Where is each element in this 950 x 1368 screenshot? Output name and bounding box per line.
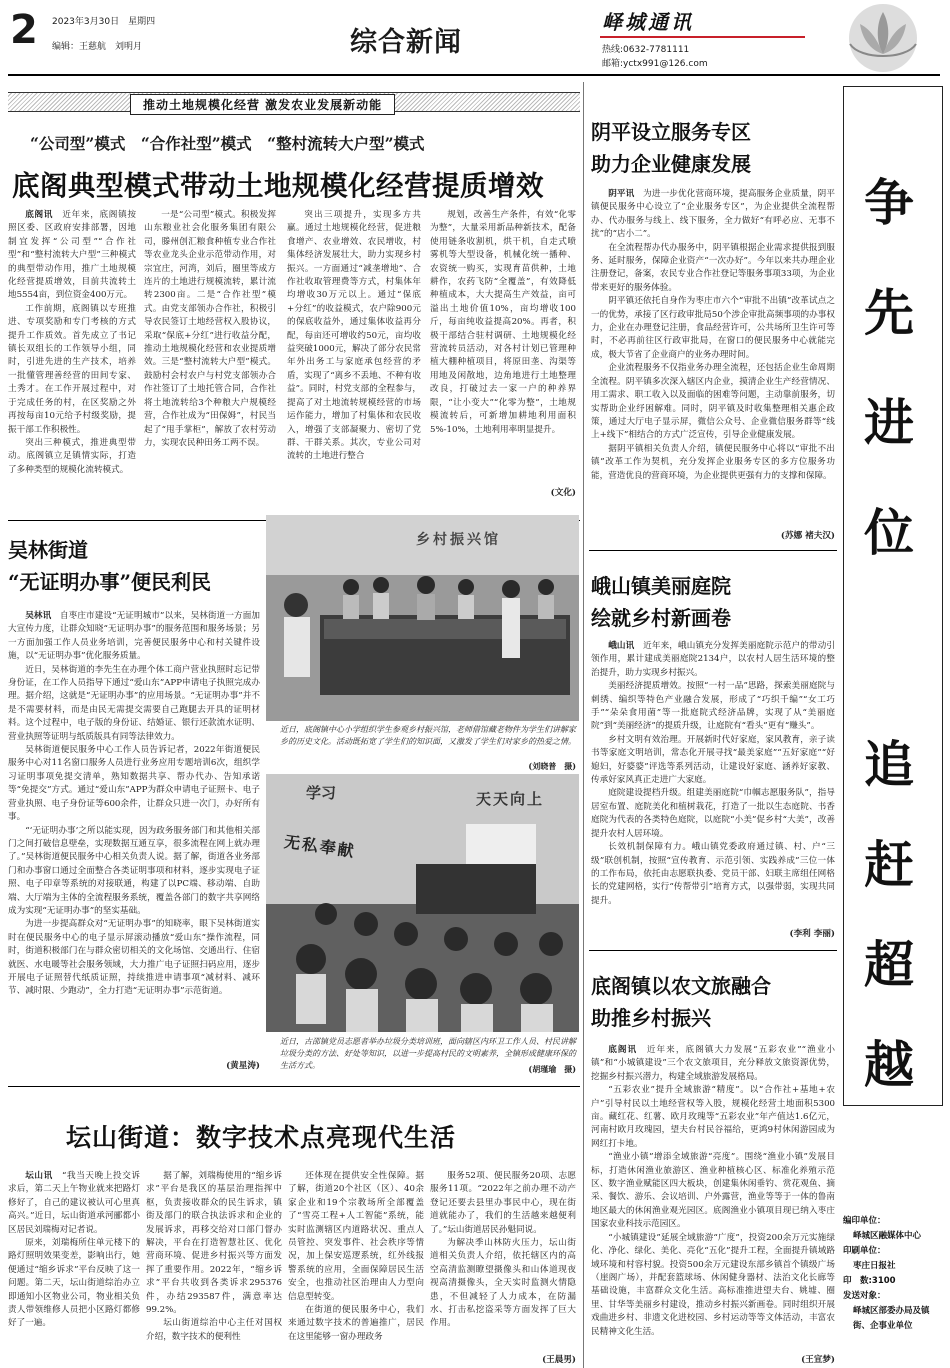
colophon (843, 1214, 943, 1334)
eshan-byline: (李利 李丽) (789, 929, 835, 939)
tanshan-byline: (王晨男) (542, 1355, 576, 1365)
slogan-box (843, 86, 943, 1106)
paragraph: 据阴平镇相关负责人介绍，镇便民服务中心将以“审批不出镇”改革工作为契机，充分发挥企业服务专区的多方位服务功能，营造优良的营商环境，为企业提供更强有力的支撑和保障。 (591, 443, 835, 481)
eshan-body (591, 640, 835, 932)
paragraph: 还体现在提供安全性保障。据了解，街道20个社区（区）、40余家企业和19个宗教场所全部覆盖了“雪亮工程+人工智能”系统，能实时监测辖区内道路状况、重点人员管控、突发事件、社会秩序等情况，加上保安巡逻系统，红外线报警系统的应用，全面保障居民生活安全，也推动社区治理由人力型向信息型转变。 (288, 1171, 424, 1302)
eshan-bottom-rule (589, 950, 837, 951)
paragraph: 底阁讯 近年来，底阁镇按照区委、区政府安排部署，因地制宜发挥“公司型”“合作社型”和“整村流转大户型”三种模式的典型带动作用，推广土地规模化经营提质增效，目前共流转土地5554亩，到位资金400万元。 (8, 210, 136, 301)
slogan-char: 进 (864, 394, 914, 452)
photo-museum (266, 515, 579, 721)
paragraph: 阴平镇还依托自身作为枣庄市六个“审批不出镇”改革试点之一的优势，承接了区行政审批局50个涉企审批高频事项的办事权力，企业在办理登记注册，食品经营许可，公共场所卫生许可等时，不必再前往区行政审批局，在窗口的便民服务中心就能完成，极大节省了企业商户的业务办理时间。 (591, 296, 835, 360)
issue-date: 2023年3月30日 星期四 (52, 17, 156, 27)
yinping-title-2: 助力企业健康发展 (591, 152, 751, 176)
yinping-byline: (苏娜 褚夫汉) (780, 531, 835, 541)
tanshan-col-1 (8, 1170, 140, 1368)
paragraph: 原来，刘瑞梅所住单元楼下的路灯照明效果变差，影响出行，她便通过“缩乡诉求”平台反映了这一问题。第二天，坛山街道综治办立即通知小区物业公司，物业相关负责人带领维修人员把小区路灯都修好了一遍。 (8, 1238, 140, 1329)
photo1-credit: (刘晓普 摄) (528, 761, 576, 771)
paragraph: 美丽经济提质增效。按照“一村一品”思路，探索美丽庭院与刺绣、编织等特色产业融合发展，形成了“巧织千编”“女工巧手”“朵朵食用菌”等一批庭院式经济品牌，实现了从“美丽庭院”到“美丽经济”的提质升级，让庭院有“看头”更有“赚头”。 (591, 681, 835, 732)
tanshan-headline: 坛山街道：数字技术点亮现代生活 (66, 1123, 457, 1152)
wulin-title-1: 吴林街道 (8, 538, 88, 562)
paper-name: 峄城通讯 (602, 10, 694, 34)
slogan-char: 赶 (864, 836, 914, 894)
eshan-title-1: 峨山镇美丽庭院 (591, 574, 731, 598)
wulin-byline: (黄星涛) (226, 1061, 260, 1071)
lead-col-4 (430, 209, 576, 495)
colophon-printer-label: 印刷单位： (843, 1246, 886, 1256)
slogan-char: 先 (864, 284, 914, 342)
dige-byline: (王宣梦) (801, 1355, 835, 1365)
colophon-editor-value: 峄城区融媒体中心 (853, 1231, 922, 1241)
lead-col-3 (287, 209, 421, 519)
photo2-caption: 近日，古邵镇党员志愿者举办垃圾分类培训班，面向辖区内环卫工作人员、村民讲解垃圾分类的方法、好处等知识，以进一步提高村民的文明素养，全镇形成健康环保的生活方式。 (280, 1037, 576, 1070)
paragraph: 坛山讯 “我当天晚上投交诉求后，第二天上午物业就来把路灯修好了，自己的建议被认可心里真高兴。”近日，坛山街道承河郦都小区居民刘瑞梅对记者说。 (8, 1171, 140, 1235)
slogan-char: 超 (864, 936, 914, 994)
yinping-body (591, 188, 835, 534)
colophon-dist-value: 峄城区部委办局及镇街、企事业单位 (853, 1306, 930, 1331)
photo2-credit: (胡瑾瑜 摄) (528, 1064, 576, 1074)
lead-subhead: “公司型”模式 “合作社型”模式 “整村流转大户型”模式 (30, 134, 425, 153)
wulin-title-2: “无证明办事”便民利民 (8, 570, 212, 594)
email: 邮箱:yctx991@126.com (602, 59, 708, 69)
dige-title-2: 助推乡村振兴 (591, 1006, 711, 1030)
column-divider (583, 82, 584, 1368)
colophon-editor-label: 编印单位： (843, 1216, 886, 1226)
slogan-char: 越 (864, 1036, 914, 1094)
paragraph: 在街道的便民服务中心，我们来通过数字技术的普遍推广，居民在这里能够一窗办理政务 (288, 1305, 424, 1342)
lead-headline: 底阁典型模式带动土地规模化经营提质增效 (12, 170, 544, 202)
paragraph: “小城镇建设”延展全域旅游“广度”，投资200余万元实施绿化、净化、绿化、美化、亮化“五化”提升工程，全面提升镇域路域环境和村容村貌。投资500余万元建设东部乡镇首个镇级广场（崖阁广场），并配套篮球场、休闲健身器材、法治文化长廊等基础设施，丰富群众文化生活。高标准推进望夫台、姚墟、圈里、甘华等美丽乡村建设，推动乡村振兴新画卷。同时组织开展戏曲进乡村、非遗文化进校园、乡村运动等等文体活动，丰富农民精神文化生活。 (591, 1232, 835, 1337)
training-banner: 无私奉献 (282, 832, 357, 861)
tanshan-col-3 (288, 1170, 424, 1368)
colophon-dist-label: 发送对象： (843, 1291, 886, 1301)
colophon-printer-value: 枣庄日报社 (853, 1261, 896, 1271)
paragraph: 为进一步提高群众对“无证明办事”的知晓率，眼下吴林街道实时在便民服务中心的电子显示屏滚动播放“爱山东”操作流程，同时，街道积极部门在与群众密切相关的文化场馆、交通出行、住宿就医、水电暖等社会服务领域，大力推广电子证照扫码应用，逐步开展电子证照替代纸质证照，持续推进申请事项“减材料、减环节、减时限、少跑动”，全力打造“无证明办事”示范街道。 (8, 919, 260, 997)
paragraph: 服务52项、便民服务20项、志愿服务11项。“2022年之前办理不动产登记还要去县里办事民中心，现在街道就能办了，我们的生活越来越便利了。”坛山街道居民孙魁同说。 (430, 1171, 576, 1235)
colophon-count: 印 数:3100 (843, 1276, 896, 1286)
hotline: 热线:0632-7781111 (602, 45, 690, 55)
paragraph: “‘无证明办事’之所以能实现，因为政务服务部门和其他相关部门之间打破信息壁垒，实现数据互通互享，很多流程在网上就办理了。”吴林街道便民服务中心相关负责人说。据了解，街道各业务部门和办事窗口通过全面整合各类证明事项和材料，逐步实现电子证照、电子印章等系统的对接联通，构建了以PC端、移动端、自助端、大厅端为主体的全流程服务系统，覆盖各部门的数字共享网络成为实现“无证明办事”的坚实基础。 (8, 825, 260, 916)
photo1-caption: 近日，底阁镇中心小学组织学生参观乡村振兴馆，老师借馆藏老物件为学生们讲解家乡的历史文化。活动既拓宽了学生们的知识面，又激发了学生们对家乡的热爱之情。 (280, 725, 576, 746)
yinping-bottom-rule (589, 550, 837, 551)
section-banner (8, 92, 580, 112)
training-scene (266, 774, 579, 1032)
dige-title-1: 底阁镇以农文旅融合 (591, 974, 771, 998)
paragraph: 阴平讯 为进一步优化营商环境，提高服务企业质量，阴平镇便民服务中心设立了“企业服务专区”，为企业提供全流程帮办、代办服务与线上、线下服务，全力做好“有呼必应、无事不扰”的“店小二”。 (591, 189, 835, 240)
section-title: 综合新闻 (350, 27, 462, 58)
editors: 编辑：王慈航 刘明月 (52, 42, 143, 52)
wulin-body (8, 610, 260, 1060)
paragraph: 坛山街道综治中心主任对国权介绍，数字技术的便利性 (146, 1318, 282, 1342)
paragraph: 长效机制保障有力。峨山镇党委政府通过镇、村、户“三级”联创机制，按照“宣传教育、示范引领、实践养成”三位一体的工作布局，依托由志愿联执委、党员干部、妇联主席组任网格长的党建网格，实行“传帮带引”培育方式，以强带弱，实现共同提升。 (591, 842, 835, 906)
paragraph: 庭院建设提档升级。组建美丽庭院“巾帼志愿服务队”，指导居室布置、庭院美化和植树栽花，打造了一批以生态庭院、书香庭院为代表的各类特色庭院，以庭院“小美”促乡村“大美”，改善提升农村人居环境。 (591, 788, 835, 839)
training-board-right: 天天向上 (476, 790, 545, 808)
museum-sign: 乡村振兴馆 (416, 532, 501, 548)
header-red-line (600, 36, 805, 38)
banner-text: 推动土地规模化经营 激发农业发展新动能 (130, 94, 395, 115)
paragraph: 规划，改善生产条件，有效“化零为整”，大量采用新品种新技术，配备使用链条收割机，烘干机，自走式喷雾机等大型设备，机械化统一播种、农资统一购买，实现育苗供种，土地耕作，农药飞防“全覆盖”，有效降低种植成本，大大提高生产效益，亩可溢出土地价值10%，亩均增收100斤，每亩纯收益提高20%。再者，积极干部结合驻村调研、土地规模化经营流转员活动，对各村计划已管理种植大棚种植项目，将原田垄、沟渠等用地及闲散地，边角地进行土地整理改良，打破过去一家一户的种养界限，“让小变大”“化零为整”，土地规模流转后，可新增加耕地利用面积5%-10%，土地利用率明显提升。 (430, 210, 576, 435)
paragraph: 企业流程服务不仅指业务办理全流程，还包括企业生命周期全流程。阴平镇多次深入辖区内企业，摸清企业生产经营情况、用工需求、职工收入以及面临的困难等问题，主动靠前服务，切实帮助企业纾困解难。同时，阴平镇及时收集整理相关惠企政策，通过大厅电子显示屏，微信公众号、企业微信服务群等“线上+线下”相结合的方式广泛宣传，引导企业健康发展。 (591, 363, 835, 441)
slogan-char: 追 (864, 736, 914, 794)
slogan-char: 争 (864, 174, 914, 232)
paragraph: 突出三项提升，实现多方共赢。通过土地规模化经营，促进粮食增产、农业增效、农民增收，村集体经济发展壮大，助力实现乡村振兴。一方面通过“减垄增地”、合作社收取管理费等方式，村集体年均增收30万元以上。通过“保底+分红”的收益模式，农户除900元的保底收益外，通过集体收益再分配，每亩还可增收约50元，亩均收益突破1000元，解决了部分农民常年外出务工与家庭承包经营的矛盾，实现了“离乡不丢地、不种有收益”。同时，村党支部的全程参与，提高了对土地流转规模经营的市场运作能力，增加了村集体和农民收入，增强了支部凝聚力、密切了党群、干群关系。其次，专业公司对流转的土地进行整合 (287, 210, 421, 462)
paragraph: “渔业小镇”增添全域旅游“亮度”。围绕“渔业小镇”发展目标，打造休闲渔业旅游区、渔业种植核心区、标准化养殖示范区、数字渔业赋能区四大板块，创建集休闲垂钓、赏花观鱼、摘采、餐饮、游乐、会议培训、户外露营，渔业等等于一体的鲁南地区最大的休闲渔业观光园区。底阁渔业小镇项目现已纳入枣庄国家农业科技示范园区。 (591, 1152, 835, 1230)
paragraph: “五彩农业”提升全域旅游“精度”。以“合作社+基地+农户”引导村民以土地经营权等入股，规模化经营土地面积5300亩。藏红花、红薯、欧月玫瑰等“五彩农业”年产值达1.6亿元，河南村欧月玫瑰园，望夫台村民谷福给，更鸿9村休闲游园成为网红打卡地。 (591, 1085, 835, 1149)
lotus-logo-icon (820, 2, 946, 74)
paragraph: 近日，吴林街道的李先生在办理个体工商户营业执照时忘记带身份证，在工作人员指导下通过“爱山东”APP申请电子执照完成办理。据介绍，这就是“无证明办事”的应用场景。“无证明办事”并不是不需要材料，而是由民无需提交需要自己跑腿去开具的证明材料。这个过程中，电子版的身份证、结婚证、银行还款流水证明、营业执照等证明与纸质版具有同等法律效力。 (8, 664, 260, 742)
photo-training (266, 774, 579, 1032)
lead-byline: (文化) (550, 488, 576, 498)
eshan-title-2: 绘就乡村新画卷 (591, 606, 731, 630)
paragraph: 工作前期，底阁镇以专班推进、专项奖励和专门考核的方式提升工作质效。首先成立了书记镇长双组长的工作领导小组，同时，引进先进的生产技术，培养一批懂管理善经营的田间专家、土秀才。在工作开展过程中，对于完成任务的村，在区奖励之外再按每亩10元给予村级奖励，提振干部工作积极性。 (8, 303, 136, 435)
slogan-char: 位 (864, 504, 914, 562)
paragraph: 乡村文明有效治理。开展新时代好家庭，家风教育，亲子读书等家庭文明培训，常态化开展寻找“最美家庭”“五好家庭”“好媳妇，好婆婆”评选等系列活动，让建设好家庭、涵养好家教、传承好家风真正走进广大家庭。 (591, 734, 835, 786)
paragraph: 据了解，刘瑞梅使用的“缩乡诉求”平台是我区的基层治理指挥中枢，负责接收群众的民生诉求，镇街及部门的联合执法诉求和企业的发展诉求，再移交给对口部门督办解决，平台在打造智慧社区、优化营商环境、促进乡村振兴等方面发挥了重要作用。2022年，“缩乡诉求”平台共收到各类诉求295376件，办结293587件，满意率达99.2%。 (146, 1171, 282, 1316)
tanshan-col-2 (146, 1170, 282, 1368)
paragraph: 吴林街道便民服务中心工作人员告诉记者，2022年街道便民服务中心对11名窗口服务人员进行业务应用专题培训6次，组织学习证明事项免提交清单，熟知数据共享、帮办代办、告知承诺等“免提交”方式。通过“爱山东”APP为群众申请电子证照卡、电子营业执照、电子身份证等600余件，让群众只进一次门，办好所有事。 (8, 745, 260, 823)
tanshan-top-rule (8, 1086, 580, 1087)
page-number: 2 (10, 7, 38, 53)
header-rule (8, 74, 940, 76)
tanshan-col-4 (430, 1170, 576, 1354)
paragraph: 底阁讯 近年来，底阁镇大力发展“五彩农业”“渔业小镇”和“小城镇建设”三个农文旅项目，充分释放文旅资源优势，挖掘乡村振兴潜力，构建全域旅游发展格局。 (591, 1045, 835, 1082)
paragraph: 一是“公司型”模式。积极发挥山东粮业社会化服务集团有限公司，滕州创汇粮食种植专业合作社等农业龙头企业示范带动作用，对宗宜庄，河湾，刘后，圈里等成方连片的土地进行规模流转，累计流转2300亩。二是“合作社型”模式。由党支部领办合作社，积极引导农民签订土地经营权入股协议，采取“保底+分红”进行收益分配，推动土地规模化经营和农业提质增效。三是“整村流转大户型”模式。鼓励村会村农户与村党支部领办合作社签订了土地托管合同，合作社将土地流转给3个种粮大户规模经营，合作社成为“田保姆”，村民当起了“甩手掌柜”，解放了农村劳动力，实现农民种田务工两不误。 (144, 210, 276, 448)
lead-col-2 (144, 209, 276, 519)
paragraph: 突出三种模式，推进典型带动。底阁镇立足镇情实际，打造了多种类型的规模化流转模式。 (8, 437, 136, 475)
paragraph: 在全流程帮办代办服务中，阴平镇根据企业需求提供报到服务、延时服务，保障企业资产“一次办好”。今年以来共办理企业注册登记，备案，农民专业合作社登记等服务事项33项，为企业带来更好的服务体验。 (591, 242, 835, 293)
paragraph: 峨山讯 近年来，峨山镇充分发挥美丽庭院示范户的带动引领作用，累计建成美丽庭院2134户，以农村人居生活环境的整治提升，助力实现乡村振兴。 (591, 641, 835, 678)
yinping-title-1: 阴平设立服务专区 (591, 120, 751, 144)
training-board-left: 学习 (306, 784, 337, 802)
paragraph: 吴林讯 自枣庄市建设“无证明城市”以来，吴林街道一方面加大宣传力度，让群众知晓“无证明办事”的服务范围和服务场景；另一方面加强工作人员业务培训，完善便民服务中心和村关键件设施，以“无证明办事”优化服务质量。 (8, 611, 260, 662)
dige-body (591, 1044, 835, 1356)
paragraph: 为解决季山林防火压力，坛山街道相关负责人介绍，依托辖区内的高空高清监测瞭望摄像头和山体道现夜视高清摄像头，全天实时监测火情隐患，不但减轻了人力成本，在防漏水、打击私挖盗采等方面发挥了巨大作用。 (430, 1238, 576, 1329)
lead-col-1 (8, 209, 136, 519)
